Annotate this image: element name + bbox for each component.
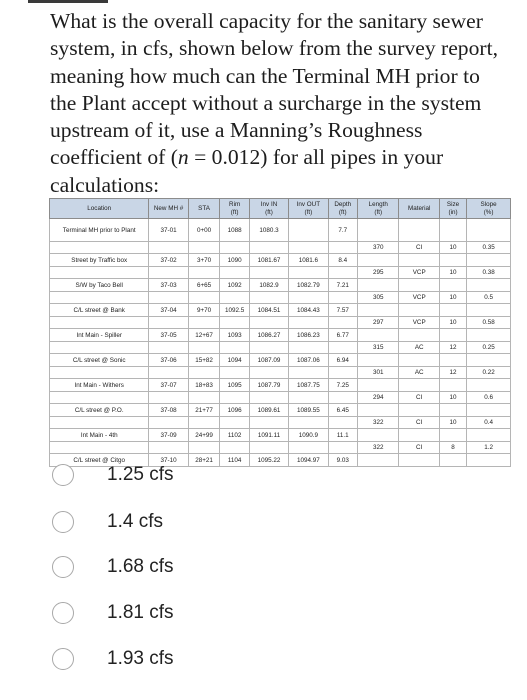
cell-depth: 7.7 bbox=[328, 219, 357, 242]
empty-cell bbox=[188, 292, 220, 304]
cell-location: S/W by Taco Bell bbox=[50, 279, 149, 292]
empty-cell bbox=[467, 454, 511, 467]
cell-slope: 0.22 bbox=[467, 367, 511, 379]
pipe-row bbox=[50, 442, 511, 454]
question-line: meaning how much can the Terminal MH prior to bbox=[50, 63, 480, 88]
empty-cell bbox=[149, 367, 188, 379]
empty-cell bbox=[357, 379, 399, 392]
cell-slope: 0.6 bbox=[467, 392, 511, 404]
cell-inv-out bbox=[289, 219, 328, 242]
top-divider bbox=[28, 0, 108, 3]
empty-cell bbox=[357, 354, 399, 367]
question-line: calculations: bbox=[50, 172, 160, 197]
empty-cell bbox=[399, 354, 439, 367]
radio-button[interactable] bbox=[52, 648, 74, 670]
empty-cell bbox=[188, 317, 220, 329]
cell-material: AC bbox=[399, 342, 439, 354]
empty-cell bbox=[289, 267, 328, 279]
empty-cell bbox=[357, 279, 399, 292]
cell-inv-in: 1080.3 bbox=[249, 219, 288, 242]
cell-inv-in: 1087.09 bbox=[249, 354, 288, 367]
cell-inv-in: 1082.9 bbox=[249, 279, 288, 292]
cell-inv-in: 1091.11 bbox=[249, 429, 288, 442]
cell-inv-out: 1090.9 bbox=[289, 429, 328, 442]
empty-cell bbox=[328, 417, 357, 429]
empty-cell bbox=[399, 219, 439, 242]
cell-rim: 1093 bbox=[220, 329, 249, 342]
cell-material: VCP bbox=[399, 292, 439, 304]
empty-cell bbox=[289, 442, 328, 454]
pipe-row bbox=[50, 292, 511, 304]
empty-cell bbox=[289, 342, 328, 354]
empty-cell bbox=[439, 429, 466, 442]
empty-cell bbox=[357, 219, 399, 242]
cell-sta: 24+99 bbox=[188, 429, 220, 442]
cell-inv-out: 1082.79 bbox=[289, 279, 328, 292]
manhole-row bbox=[50, 254, 511, 267]
question-fragment: coefficient of ( bbox=[50, 145, 178, 170]
cell-sta: 18+83 bbox=[188, 379, 220, 392]
radio-button[interactable] bbox=[52, 464, 74, 486]
manhole-row bbox=[50, 379, 511, 392]
cell-material: VCP bbox=[399, 267, 439, 279]
cell-mh-number: 37-10 bbox=[149, 454, 188, 467]
cell-material: CI bbox=[399, 392, 439, 404]
empty-cell bbox=[289, 392, 328, 404]
empty-cell bbox=[467, 354, 511, 367]
cell-length: 315 bbox=[357, 342, 399, 354]
cell-material: CI bbox=[399, 442, 439, 454]
empty-cell bbox=[467, 304, 511, 317]
answer-option-label: 1.25 cfs bbox=[107, 464, 174, 485]
empty-cell bbox=[50, 317, 149, 329]
pipe-row bbox=[50, 317, 511, 329]
empty-cell bbox=[149, 442, 188, 454]
col-header-length: Length (ft) bbox=[357, 199, 399, 219]
cell-sta: 0+00 bbox=[188, 219, 220, 242]
empty-cell bbox=[149, 242, 188, 254]
cell-length: 297 bbox=[357, 317, 399, 329]
empty-cell bbox=[289, 242, 328, 254]
empty-cell bbox=[50, 367, 149, 379]
empty-cell bbox=[149, 267, 188, 279]
cell-length: 301 bbox=[357, 367, 399, 379]
cell-rim: 1095 bbox=[220, 379, 249, 392]
cell-size: 10 bbox=[439, 292, 466, 304]
cell-slope: 1.2 bbox=[467, 442, 511, 454]
cell-inv-in: 1081.67 bbox=[249, 254, 288, 267]
cell-mh-number: 37-07 bbox=[149, 379, 188, 392]
cell-material: VCP bbox=[399, 317, 439, 329]
empty-cell bbox=[249, 342, 288, 354]
empty-cell bbox=[50, 292, 149, 304]
empty-cell bbox=[220, 417, 249, 429]
empty-cell bbox=[467, 329, 511, 342]
cell-depth: 7.57 bbox=[328, 304, 357, 317]
question-line: What is the overall capacity for the sanitary sewer bbox=[50, 9, 483, 33]
empty-cell bbox=[50, 242, 149, 254]
cell-location: Int Main - Spiller bbox=[50, 329, 149, 342]
empty-cell bbox=[439, 279, 466, 292]
cell-slope: 0.58 bbox=[467, 317, 511, 329]
cell-location: Int Main - 4th bbox=[50, 429, 149, 442]
cell-sta: 21+77 bbox=[188, 404, 220, 417]
question-line: system, in cfs, shown below from the survey report, bbox=[50, 36, 498, 61]
cell-depth: 6.94 bbox=[328, 354, 357, 367]
pipe-row bbox=[50, 267, 511, 279]
col-header-depth: Depth (ft) bbox=[328, 199, 357, 219]
cell-size: 10 bbox=[439, 392, 466, 404]
cell-rim: 1092.5 bbox=[220, 304, 249, 317]
empty-cell bbox=[249, 267, 288, 279]
cell-length: 322 bbox=[357, 442, 399, 454]
cell-mh-number: 37-03 bbox=[149, 279, 188, 292]
empty-cell bbox=[399, 279, 439, 292]
empty-cell bbox=[439, 454, 466, 467]
empty-cell bbox=[249, 317, 288, 329]
empty-cell bbox=[220, 367, 249, 379]
cell-location: Int Main - Withers bbox=[50, 379, 149, 392]
empty-cell bbox=[399, 329, 439, 342]
empty-cell bbox=[399, 254, 439, 267]
manhole-row bbox=[50, 219, 511, 242]
cell-location: C/L street @ Citgo bbox=[50, 454, 149, 467]
empty-cell bbox=[467, 254, 511, 267]
empty-cell bbox=[220, 267, 249, 279]
answer-option-label: 1.4 cfs bbox=[107, 511, 163, 532]
manhole-row bbox=[50, 354, 511, 367]
empty-cell bbox=[399, 404, 439, 417]
cell-inv-in: 1089.61 bbox=[249, 404, 288, 417]
empty-cell bbox=[357, 454, 399, 467]
pipe-row bbox=[50, 392, 511, 404]
empty-cell bbox=[188, 442, 220, 454]
empty-cell bbox=[439, 354, 466, 367]
empty-cell bbox=[50, 442, 149, 454]
cell-inv-out: 1087.75 bbox=[289, 379, 328, 392]
empty-cell bbox=[439, 404, 466, 417]
empty-cell bbox=[149, 317, 188, 329]
cell-rim: 1104 bbox=[220, 454, 249, 467]
empty-cell bbox=[328, 242, 357, 254]
empty-cell bbox=[220, 317, 249, 329]
empty-cell bbox=[439, 304, 466, 317]
answer-option[interactable] bbox=[52, 598, 174, 628]
empty-cell bbox=[328, 442, 357, 454]
cell-material: CI bbox=[399, 242, 439, 254]
cell-size: 12 bbox=[439, 342, 466, 354]
empty-cell bbox=[188, 417, 220, 429]
empty-cell bbox=[439, 379, 466, 392]
cell-location: Street by Traffic box bbox=[50, 254, 149, 267]
empty-cell bbox=[249, 417, 288, 429]
cell-rim: 1092 bbox=[220, 279, 249, 292]
empty-cell bbox=[220, 392, 249, 404]
pipe-row bbox=[50, 367, 511, 379]
cell-sta: 3+70 bbox=[188, 254, 220, 267]
empty-cell bbox=[289, 292, 328, 304]
empty-cell bbox=[357, 429, 399, 442]
col-header-location: Location bbox=[50, 199, 149, 219]
empty-cell bbox=[289, 317, 328, 329]
pipe-row bbox=[50, 242, 511, 254]
empty-cell bbox=[399, 429, 439, 442]
question-fragment: = 0.012) for all pipes in your bbox=[188, 145, 444, 170]
empty-cell bbox=[149, 292, 188, 304]
empty-cell bbox=[188, 267, 220, 279]
col-header-size: Size (in) bbox=[439, 199, 466, 219]
cell-inv-in: 1086.27 bbox=[249, 329, 288, 342]
radio-button[interactable] bbox=[52, 602, 74, 624]
table-body bbox=[50, 219, 511, 467]
empty-cell bbox=[328, 267, 357, 279]
answer-option-label: 1.68 cfs bbox=[107, 556, 174, 577]
empty-cell bbox=[249, 442, 288, 454]
cell-inv-in: 1084.51 bbox=[249, 304, 288, 317]
answer-option[interactable] bbox=[52, 507, 163, 537]
cell-depth: 9.03 bbox=[328, 454, 357, 467]
empty-cell bbox=[188, 242, 220, 254]
empty-cell bbox=[467, 404, 511, 417]
cell-inv-out: 1081.6 bbox=[289, 254, 328, 267]
manhole-row bbox=[50, 279, 511, 292]
empty-cell bbox=[357, 329, 399, 342]
empty-cell bbox=[220, 342, 249, 354]
cell-mh-number: 37-02 bbox=[149, 254, 188, 267]
cell-size: 10 bbox=[439, 242, 466, 254]
col-header-inv-in: Inv IN (ft) bbox=[249, 199, 288, 219]
answer-option[interactable] bbox=[52, 644, 174, 674]
survey-table-container bbox=[49, 198, 511, 467]
empty-cell bbox=[220, 242, 249, 254]
cell-material: AC bbox=[399, 367, 439, 379]
empty-cell bbox=[220, 442, 249, 454]
cell-rim: 1088 bbox=[220, 219, 249, 242]
question-line bbox=[50, 144, 520, 171]
cell-rim: 1090 bbox=[220, 254, 249, 267]
empty-cell bbox=[328, 342, 357, 354]
cell-length: 370 bbox=[357, 242, 399, 254]
answer-option-label: 1.93 cfs bbox=[107, 648, 174, 669]
empty-cell bbox=[328, 317, 357, 329]
cell-sta: 12+67 bbox=[188, 329, 220, 342]
col-header-inv-out: Inv OUT (ft) bbox=[289, 199, 328, 219]
cell-size: 12 bbox=[439, 367, 466, 379]
cell-rim: 1102 bbox=[220, 429, 249, 442]
cell-slope: 0.25 bbox=[467, 342, 511, 354]
cell-length: 295 bbox=[357, 267, 399, 279]
cell-inv-in: 1095.22 bbox=[249, 454, 288, 467]
empty-cell bbox=[439, 254, 466, 267]
empty-cell bbox=[149, 392, 188, 404]
survey-table bbox=[49, 198, 511, 467]
empty-cell bbox=[289, 367, 328, 379]
answer-option[interactable] bbox=[52, 552, 174, 582]
cell-mh-number: 37-05 bbox=[149, 329, 188, 342]
empty-cell bbox=[439, 329, 466, 342]
cell-mh-number: 37-08 bbox=[149, 404, 188, 417]
cell-length: 294 bbox=[357, 392, 399, 404]
question-line: upstream of it, use a Manning’s Roughness bbox=[50, 118, 423, 143]
cell-location: C/L street @ Bank bbox=[50, 304, 149, 317]
empty-cell bbox=[357, 304, 399, 317]
empty-cell bbox=[328, 392, 357, 404]
manhole-row bbox=[50, 429, 511, 442]
cell-length: 305 bbox=[357, 292, 399, 304]
cell-depth: 7.21 bbox=[328, 279, 357, 292]
empty-cell bbox=[467, 429, 511, 442]
radio-button[interactable] bbox=[52, 556, 74, 578]
cell-slope: 0.5 bbox=[467, 292, 511, 304]
cell-mh-number: 37-06 bbox=[149, 354, 188, 367]
empty-cell bbox=[188, 392, 220, 404]
col-header-slope: Slope (%) bbox=[467, 199, 511, 219]
col-header-material: Material bbox=[399, 199, 439, 219]
cell-mh-number: 37-09 bbox=[149, 429, 188, 442]
cell-rim: 1094 bbox=[220, 354, 249, 367]
cell-mh-number: 37-01 bbox=[149, 219, 188, 242]
cell-depth: 6.77 bbox=[328, 329, 357, 342]
manning-n-symbol: n bbox=[177, 145, 189, 170]
cell-inv-out: 1086.23 bbox=[289, 329, 328, 342]
cell-material: CI bbox=[399, 417, 439, 429]
empty-cell bbox=[467, 379, 511, 392]
cell-size: 10 bbox=[439, 267, 466, 279]
cell-depth: 6.45 bbox=[328, 404, 357, 417]
cell-inv-out: 1087.06 bbox=[289, 354, 328, 367]
empty-cell bbox=[357, 254, 399, 267]
empty-cell bbox=[357, 404, 399, 417]
cell-location: C/L street @ P.O. bbox=[50, 404, 149, 417]
manhole-row bbox=[50, 329, 511, 342]
cell-sta: 15+82 bbox=[188, 354, 220, 367]
cell-location: C/L street @ Sonic bbox=[50, 354, 149, 367]
pipe-row bbox=[50, 417, 511, 429]
answer-option-label: 1.81 cfs bbox=[107, 602, 174, 623]
cell-location: Terminal MH prior to Plant bbox=[50, 219, 149, 242]
cell-inv-out: 1089.55 bbox=[289, 404, 328, 417]
empty-cell bbox=[249, 292, 288, 304]
cell-length: 322 bbox=[357, 417, 399, 429]
cell-rim: 1096 bbox=[220, 404, 249, 417]
col-header-rim: Rim (ft) bbox=[220, 199, 249, 219]
empty-cell bbox=[50, 417, 149, 429]
empty-cell bbox=[289, 417, 328, 429]
pipe-row bbox=[50, 342, 511, 354]
cell-depth: 8.4 bbox=[328, 254, 357, 267]
table-header-row bbox=[50, 199, 511, 219]
answer-option[interactable] bbox=[52, 460, 174, 490]
col-header-new-mh: New MH # bbox=[149, 199, 188, 219]
cell-size: 8 bbox=[439, 442, 466, 454]
cell-slope: 0.35 bbox=[467, 242, 511, 254]
empty-cell bbox=[399, 454, 439, 467]
empty-cell bbox=[149, 417, 188, 429]
empty-cell bbox=[439, 219, 466, 242]
empty-cell bbox=[50, 392, 149, 404]
cell-depth: 11.1 bbox=[328, 429, 357, 442]
empty-cell bbox=[399, 304, 439, 317]
cell-sta: 28+21 bbox=[188, 454, 220, 467]
cell-sta: 9+70 bbox=[188, 304, 220, 317]
cell-depth: 7.25 bbox=[328, 379, 357, 392]
radio-button[interactable] bbox=[52, 511, 74, 533]
cell-inv-out: 1084.43 bbox=[289, 304, 328, 317]
empty-cell bbox=[220, 292, 249, 304]
empty-cell bbox=[249, 367, 288, 379]
cell-size: 10 bbox=[439, 417, 466, 429]
col-header-sta: STA bbox=[188, 199, 220, 219]
empty-cell bbox=[188, 367, 220, 379]
cell-slope: 0.4 bbox=[467, 417, 511, 429]
empty-cell bbox=[328, 367, 357, 379]
question-line: the Plant accept without a surcharge in the system bbox=[50, 90, 482, 115]
question-text bbox=[50, 8, 520, 199]
cell-slope: 0.38 bbox=[467, 267, 511, 279]
cell-mh-number: 37-04 bbox=[149, 304, 188, 317]
cell-inv-in: 1087.79 bbox=[249, 379, 288, 392]
empty-cell bbox=[328, 292, 357, 304]
empty-cell bbox=[249, 242, 288, 254]
cell-size: 10 bbox=[439, 317, 466, 329]
cell-sta: 6+65 bbox=[188, 279, 220, 292]
empty-cell bbox=[249, 392, 288, 404]
manhole-row bbox=[50, 304, 511, 317]
manhole-row bbox=[50, 404, 511, 417]
empty-cell bbox=[149, 342, 188, 354]
empty-cell bbox=[188, 342, 220, 354]
empty-cell bbox=[50, 267, 149, 279]
empty-cell bbox=[50, 342, 149, 354]
cell-inv-out: 1094.97 bbox=[289, 454, 328, 467]
empty-cell bbox=[399, 379, 439, 392]
empty-cell bbox=[467, 219, 511, 242]
empty-cell bbox=[467, 279, 511, 292]
